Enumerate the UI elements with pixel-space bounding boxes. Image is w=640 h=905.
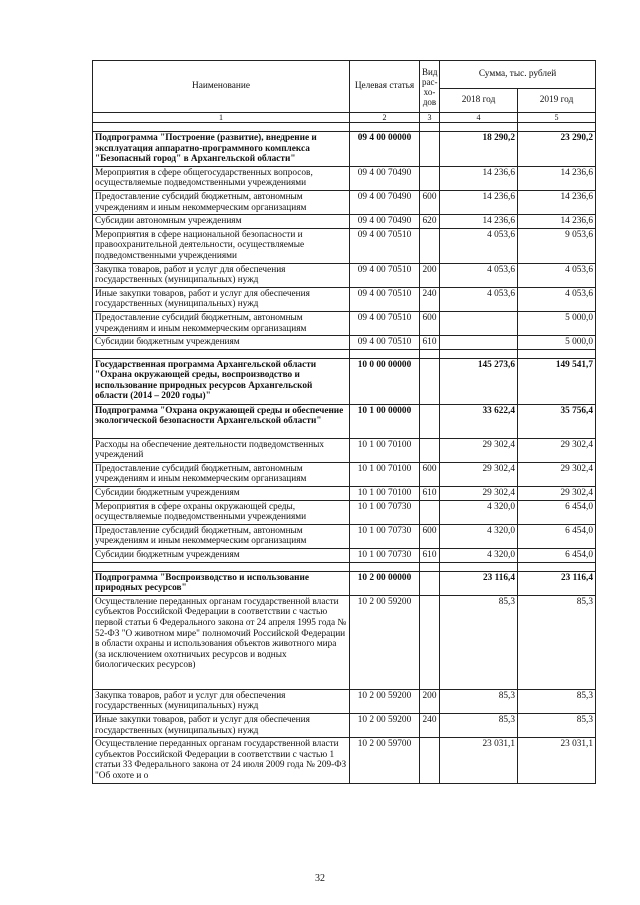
row-amount-2019: 9 053,6 [518,228,596,263]
column-index: 2 [350,113,420,123]
row-name: Субсидии автономным учреждениям [93,215,350,229]
row-code: 10 2 00 00000 [350,571,420,595]
row-amount-2018: 33 622,4 [440,404,518,438]
row-vid [420,571,440,595]
header-vid-line4: дов [422,96,437,107]
table-row [93,689,596,713]
row-name: Субсидии бюджетным учреждениям [93,336,350,350]
row-code: 09 4 00 70510 [350,287,420,311]
column-index-row [93,113,596,123]
spacer-cell [440,562,518,571]
spacer-cell [518,349,596,358]
row-amount-2018: 4 053,6 [440,228,518,263]
row-amount-2018: 4 320,0 [440,500,518,524]
table-body [93,61,596,784]
row-code: 09 4 00 70510 [350,263,420,287]
row-amount-2018: 85,3 [440,714,518,738]
table-row [93,462,596,486]
spacer-row [93,349,596,358]
row-amount-2018: 4 320,0 [440,524,518,548]
row-code: 10 2 00 59200 [350,714,420,738]
row-amount-2018: 14 236,6 [440,190,518,214]
row-vid: 600 [420,190,440,214]
program-row [93,404,596,438]
row-name: Мероприятия в сфере общегосударственных вопросов, осуществляемые подведомственными учреждениями [93,166,350,190]
table-row [93,263,596,287]
row-code: 09 4 00 70510 [350,228,420,263]
row-name: Субсидии бюджетным учреждениям [93,487,350,501]
row-amount-2018: 18 290,2 [440,132,518,167]
row-vid [420,404,440,438]
table-row [93,215,596,229]
page-number: 32 [315,873,325,884]
row-name: Иные закупки товаров, работ и услуг для обеспечения государственных (муниципальных) нужд [93,287,350,311]
column-index: 5 [518,113,596,123]
row-vid: 620 [420,215,440,229]
column-index: 3 [420,113,440,123]
row-vid: 610 [420,549,440,563]
table-row [93,311,596,335]
program-row [93,132,596,167]
row-name: Осуществление переданных органам государственной власти субъектов Российской Федерации в соответствии с частью 1 статьи 33 Федерального закона от 24 июля 2009 года № 209-ФЗ "Об охоте и о [93,738,350,784]
row-amount-2019: 4 053,6 [518,263,596,287]
spacer-cell [93,123,350,132]
column-index: 4 [440,113,518,123]
spacer-cell [420,123,440,132]
row-amount-2018 [440,336,518,350]
row-vid [420,595,440,689]
column-index: 1 [93,113,350,123]
row-amount-2019: 29 302,4 [518,438,596,462]
row-amount-2019: 6 454,0 [518,549,596,563]
row-vid [420,166,440,190]
row-name: Предоставление субсидий бюджетным, автономным учреждениям и иным некоммерческим организациям [93,311,350,335]
spacer-cell [93,562,350,571]
header-target-article: Целевая статья [350,61,420,113]
row-code: 09 4 00 70490 [350,166,420,190]
row-vid: 610 [420,487,440,501]
spacer-cell [350,123,420,132]
row-code: 09 4 00 70490 [350,215,420,229]
row-code: 10 1 00 70100 [350,462,420,486]
table-row [93,228,596,263]
header-vid [420,61,440,113]
row-name: Иные закупки товаров, работ и услуг для обеспечения государственных (муниципальных) нужд [93,714,350,738]
row-amount-2018: 14 236,6 [440,166,518,190]
spacer-cell [93,349,350,358]
header-year-2019: 2019 год [518,89,596,113]
row-amount-2018: 29 302,4 [440,438,518,462]
table-row [93,714,596,738]
row-amount-2018: 29 302,4 [440,462,518,486]
row-code: 10 1 00 70730 [350,549,420,563]
row-amount-2019: 14 236,6 [518,166,596,190]
row-amount-2018 [440,311,518,335]
row-amount-2019: 23 116,4 [518,571,596,595]
row-code: 10 2 00 59200 [350,595,420,689]
row-vid [420,738,440,784]
row-amount-2018: 23 116,4 [440,571,518,595]
row-name: Подпрограмма "Построение (развитие), внедрение и эксплуатация аппаратно-программного комплекса "Безопасный город" в Архангельской области" [93,132,350,167]
row-code: 10 2 00 59200 [350,689,420,713]
row-amount-2018: 85,3 [440,595,518,689]
table-row [93,438,596,462]
row-vid: 600 [420,462,440,486]
table-row [93,487,596,501]
row-vid [420,132,440,167]
row-amount-2018: 4 320,0 [440,549,518,563]
row-amount-2019: 4 053,6 [518,287,596,311]
program-row [93,571,596,595]
row-vid [420,500,440,524]
budget-table [92,60,596,784]
row-amount-2018: 85,3 [440,689,518,713]
header-sum: Сумма, тыс. рублей [440,61,596,89]
spacer-cell [440,123,518,132]
row-name: Мероприятия в сфере национальной безопасности и правоохранительной деятельности, осуществляемые подведомственными учреждениями [93,228,350,263]
row-name: Предоставление субсидий бюджетным, автономным учреждениям и иным некоммерческим организациям [93,524,350,548]
header-vid-line2: рас- [422,76,438,87]
row-amount-2019: 29 302,4 [518,462,596,486]
row-amount-2019: 6 454,0 [518,524,596,548]
row-vid: 600 [420,524,440,548]
row-code: 10 1 00 70100 [350,438,420,462]
header-name: Наименование [93,61,350,113]
row-name: Предоставление субсидий бюджетным, автономным учреждениям и иным некоммерческим организациям [93,190,350,214]
table-row [93,595,596,689]
row-amount-2019: 23 290,2 [518,132,596,167]
row-name: Предоставление субсидий бюджетным, автономным учреждениям и иным некоммерческим организациям [93,462,350,486]
table-row [93,166,596,190]
row-amount-2019: 14 236,6 [518,190,596,214]
row-code: 10 0 00 00000 [350,358,420,404]
header-row [93,61,596,89]
program-row [93,358,596,404]
row-code: 10 2 00 59700 [350,738,420,784]
row-amount-2019: 29 302,4 [518,487,596,501]
row-amount-2018: 145 273,6 [440,358,518,404]
row-name: Расходы на обеспечение деятельности подведомственных учреждений [93,438,350,462]
table-row [93,738,596,784]
row-vid [420,358,440,404]
table-row [93,524,596,548]
row-code: 10 1 00 70730 [350,524,420,548]
row-amount-2019: 5 000,0 [518,336,596,350]
row-vid: 610 [420,336,440,350]
row-amount-2018: 4 053,6 [440,287,518,311]
row-amount-2019: 23 031,1 [518,738,596,784]
row-amount-2019: 35 756,4 [518,404,596,438]
row-code: 09 4 00 70490 [350,190,420,214]
row-name: Осуществление переданных органам государственной власти субъектов Российской Федерации в соответствии с частью первой статьи 6 Федерального закона от 24 апреля 1995 года № 52-ФЗ "О животном мире" полномочий Российской Федерации в области охраны и использования объектов животного мира (за исключением охотничьих ресурсов и водных биологических ресурсов) [93,595,350,689]
row-amount-2019: 85,3 [518,714,596,738]
spacer-cell [440,349,518,358]
header-year-2018: 2018 год [440,89,518,113]
row-name: Государственная программа Архангельской области "Охрана окружающей среды, воспроизводство и использование природных ресурсов Архангельской области (2014 – 2020 годы)" [93,358,350,404]
row-amount-2019: 85,3 [518,689,596,713]
row-amount-2018: 14 236,6 [440,215,518,229]
spacer-row [93,562,596,571]
row-vid: 200 [420,263,440,287]
row-vid: 200 [420,689,440,713]
row-vid: 240 [420,714,440,738]
table-row [93,190,596,214]
row-vid: 240 [420,287,440,311]
row-amount-2019: 85,3 [518,595,596,689]
row-amount-2019: 6 454,0 [518,500,596,524]
row-amount-2018: 4 053,6 [440,263,518,287]
row-name: Подпрограмма "Воспроизводство и использование природных ресурсов" [93,571,350,595]
row-vid [420,438,440,462]
spacer-row [93,123,596,132]
table-row [93,336,596,350]
row-code: 10 1 00 00000 [350,404,420,438]
spacer-cell [518,123,596,132]
row-name: Субсидии бюджетным учреждениям [93,549,350,563]
row-amount-2019: 14 236,6 [518,215,596,229]
row-name: Закупка товаров, работ и услуг для обеспечения государственных (муниципальных) нужд [93,263,350,287]
table-row [93,287,596,311]
spacer-cell [518,562,596,571]
row-name: Подпрограмма "Охрана окружающей среды и обеспечение экологической безопасности Архангельской области" [93,404,350,438]
row-amount-2019: 149 541,7 [518,358,596,404]
spacer-cell [350,562,420,571]
spacer-cell [420,349,440,358]
row-code: 09 4 00 00000 [350,132,420,167]
row-amount-2018: 29 302,4 [440,487,518,501]
row-code: 09 4 00 70510 [350,311,420,335]
row-code: 10 1 00 70100 [350,487,420,501]
row-amount-2019: 5 000,0 [518,311,596,335]
row-amount-2018: 23 031,1 [440,738,518,784]
row-code: 10 1 00 70730 [350,500,420,524]
row-name: Закупка товаров, работ и услуг для обеспечения государственных (муниципальных) нужд [93,689,350,713]
table-row [93,549,596,563]
spacer-cell [420,562,440,571]
row-name: Мероприятия в сфере охраны окружающей среды, осуществляемые подведомственными учреждениями [93,500,350,524]
table-row [93,500,596,524]
spacer-cell [350,349,420,358]
row-vid [420,228,440,263]
row-code: 09 4 00 70510 [350,336,420,350]
header-vid-line1: Вид [422,66,438,77]
header-vid-line3: хо- [423,86,436,97]
row-vid: 600 [420,311,440,335]
